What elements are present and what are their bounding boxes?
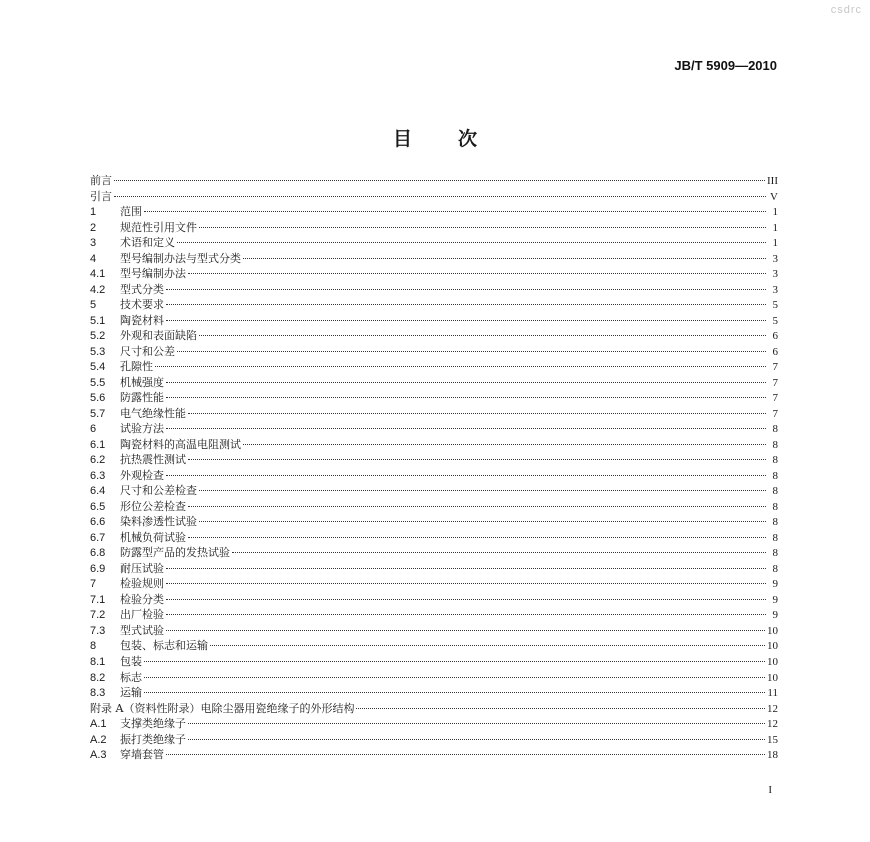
toc-dot-leader [155, 366, 766, 367]
toc-entry[interactable] [90, 204, 778, 220]
toc-entry-page: 8 [772, 438, 778, 451]
toc-entry-title: 电气绝缘性能 [120, 406, 186, 420]
toc-entry-title: 机械负荷试验 [120, 530, 186, 544]
toc-entry-number: 7.3 [90, 624, 106, 637]
toc-entry-page: 6 [772, 345, 778, 358]
toc-dot-leader [166, 382, 766, 383]
toc-entry[interactable] [90, 189, 778, 205]
toc-entry-title: 附录 A（资料性附录）电除尘器用瓷绝缘子的外形结构 [90, 701, 355, 715]
toc-dot-leader [144, 211, 766, 212]
toc-dot-leader [166, 599, 766, 600]
toc-entry[interactable] [90, 452, 778, 468]
page-title: 目次 [392, 128, 523, 150]
toc-entry-number: 4.1 [90, 268, 106, 281]
toc-entry-page: 8 [772, 485, 778, 498]
toc-entry-page: 12 [767, 718, 778, 731]
toc-entry[interactable] [90, 375, 778, 391]
toc-dot-leader [243, 258, 766, 259]
toc-entry[interactable] [90, 468, 778, 484]
toc-dot-leader [356, 708, 765, 709]
toc-entry[interactable] [90, 499, 778, 515]
toc-entry-number: 5 [90, 299, 97, 312]
toc-entry-title: 标志 [120, 670, 142, 684]
toc-dot-leader [188, 537, 766, 538]
toc-entry[interactable] [90, 421, 778, 437]
toc-entry-page: 7 [772, 392, 778, 405]
toc-entry-title: 机械强度 [120, 375, 164, 389]
toc-entry[interactable] [90, 701, 778, 717]
toc-entry-title: 型式试验 [120, 623, 164, 637]
toc-entry-page: 9 [772, 609, 778, 622]
toc-entry[interactable] [90, 685, 778, 701]
toc-entry-title: 耐压试验 [120, 561, 164, 575]
page-number: I [768, 784, 772, 796]
toc-entry-number: 4 [90, 252, 97, 265]
toc-dot-leader [166, 428, 766, 429]
toc-entry-page: 10 [767, 624, 778, 637]
toc-entry-page: 15 [767, 733, 778, 746]
toc-entry[interactable] [90, 607, 778, 623]
toc-entry[interactable] [90, 638, 778, 654]
toc-dot-leader [114, 196, 766, 197]
toc-dot-leader [188, 273, 766, 274]
toc-entry-number: 1 [90, 206, 97, 219]
toc-dot-leader [188, 723, 765, 724]
toc-dot-leader [114, 180, 765, 181]
toc-entry-page: 1 [772, 237, 778, 250]
toc-entry[interactable] [90, 328, 778, 344]
toc-entry-title: 型式分类 [120, 282, 164, 296]
toc-entry[interactable] [90, 530, 778, 546]
toc-entry-number: 6.4 [90, 485, 106, 498]
toc-entry-page: 8 [772, 454, 778, 467]
toc-entry-title: 尺寸和公差检查 [120, 484, 197, 498]
toc-dot-leader [232, 552, 766, 553]
toc-entry[interactable] [90, 313, 778, 329]
toc-entry-number: 6.5 [90, 500, 106, 513]
toc-entry[interactable] [90, 483, 778, 499]
toc-entry-number: 5.5 [90, 376, 106, 389]
toc-entry-number: 5.3 [90, 345, 106, 358]
toc-entry[interactable] [90, 297, 778, 313]
toc-dot-leader [144, 692, 765, 693]
toc-entry-number: 5.2 [90, 330, 106, 343]
toc-entry-number: A.3 [90, 749, 107, 762]
toc-entry-title: 防露型产品的发热试验 [120, 546, 230, 560]
toc-dot-leader [166, 320, 766, 321]
toc-entry-title: 试验方法 [120, 422, 164, 436]
toc-entry-number: 6.8 [90, 547, 106, 560]
toc-entry[interactable] [90, 623, 778, 639]
toc-entry-title: 支撑类绝缘子 [120, 717, 186, 731]
toc-entry[interactable] [90, 390, 778, 406]
toc-entry-page: 10 [767, 640, 778, 653]
toc-entry-number: 8.3 [90, 687, 106, 700]
toc-entry-number: 5.7 [90, 407, 106, 420]
toc-entry-number: 7.1 [90, 593, 106, 606]
toc-dot-leader [243, 444, 766, 445]
toc-entry-page: 8 [772, 469, 778, 482]
toc-dot-leader [177, 351, 766, 352]
standard-number: JB/T 5909—2010 [674, 58, 777, 73]
toc-entry[interactable] [90, 592, 778, 608]
toc-entry-page: 8 [772, 547, 778, 560]
toc-entry-title: 穿墙套管 [120, 748, 164, 762]
toc-entry-number: A.2 [90, 733, 107, 746]
toc-entry-title: 染料渗透性试验 [120, 515, 197, 529]
toc-entry-number: 6.1 [90, 438, 106, 451]
toc-entry[interactable] [90, 670, 778, 686]
toc-dot-leader [166, 304, 766, 305]
toc-entry-page: 8 [772, 423, 778, 436]
toc-entry-title: 运输 [120, 686, 142, 700]
toc-entry-page: 8 [772, 500, 778, 513]
toc-entry-number: 6.7 [90, 531, 106, 544]
toc-entry-page: 11 [767, 687, 778, 700]
toc-entry-number: 6.9 [90, 562, 106, 575]
toc-entry-page: 1 [772, 221, 778, 234]
toc-entry[interactable] [90, 747, 778, 763]
toc-dot-leader [199, 335, 766, 336]
toc-entry-number: 5.1 [90, 314, 106, 327]
toc-entry-number: 6.6 [90, 516, 106, 529]
toc-entry-page: 7 [772, 407, 778, 420]
toc-dot-leader [199, 227, 766, 228]
toc-entry[interactable] [90, 514, 778, 530]
toc-entry-title: 振打类绝缘子 [120, 732, 186, 746]
toc-entry-number: 6.3 [90, 469, 106, 482]
toc-entry-page: 7 [772, 361, 778, 374]
toc-dot-leader [166, 754, 765, 755]
toc-entry-number: 8.2 [90, 671, 106, 684]
toc-dot-leader [188, 413, 766, 414]
toc-dot-leader [188, 506, 766, 507]
toc-entry-number: A.1 [90, 718, 107, 731]
toc-entry[interactable] [90, 437, 778, 453]
toc-dot-leader [166, 583, 766, 584]
toc-entry[interactable] [90, 251, 778, 267]
toc-dot-leader [199, 490, 766, 491]
toc-entry[interactable] [90, 220, 778, 236]
toc-entry-title: 外观检查 [120, 468, 164, 482]
toc-entry-title: 外观和表面缺陷 [120, 329, 197, 343]
toc-entry-title: 形位公差检查 [120, 499, 186, 513]
toc-dot-leader [188, 459, 766, 460]
toc-entry-number: 2 [90, 221, 97, 234]
toc-entry-page: 8 [772, 516, 778, 529]
toc-entry-title: 尺寸和公差 [120, 344, 175, 358]
toc-entry-title: 陶瓷材料的高温电阻测试 [120, 437, 241, 451]
toc-entry[interactable] [90, 545, 778, 561]
toc-dot-leader [144, 677, 765, 678]
toc-dot-leader [166, 630, 765, 631]
toc-entry-page: 6 [772, 330, 778, 343]
toc-entry-title: 抗热震性测试 [120, 453, 186, 467]
toc-entry-page: III [767, 175, 778, 187]
toc-entry-title: 术语和定义 [120, 236, 175, 250]
toc-entry-title: 范围 [120, 205, 142, 219]
toc-entry-title: 型号编制办法 [120, 267, 186, 281]
toc-dot-leader [166, 568, 766, 569]
table-of-contents [90, 173, 778, 763]
toc-entry[interactable] [90, 654, 778, 670]
toc-entry-title: 检验规则 [120, 577, 164, 591]
toc-entry-page: 8 [772, 531, 778, 544]
toc-entry-number: 8 [90, 640, 97, 653]
toc-entry-page: 9 [772, 593, 778, 606]
toc-entry-page: 5 [772, 314, 778, 327]
toc-dot-leader [166, 289, 766, 290]
toc-entry-page: V [770, 190, 778, 203]
toc-entry-number: 3 [90, 237, 97, 250]
toc-entry-number: 8.1 [90, 655, 106, 668]
toc-entry[interactable] [90, 561, 778, 577]
toc-entry-number: 7 [90, 578, 97, 591]
toc-entry-page: 1 [772, 206, 778, 219]
toc-dot-leader [166, 614, 766, 615]
toc-entry-title: 技术要求 [120, 298, 164, 312]
toc-entry-page: 8 [772, 562, 778, 575]
toc-entry-page: 18 [767, 749, 778, 762]
toc-entry-title: 前言 [90, 174, 112, 187]
toc-entry-page: 10 [767, 671, 778, 684]
toc-entry[interactable] [90, 406, 778, 422]
toc-entry-title: 规范性引用文件 [120, 220, 197, 234]
toc-entry[interactable] [90, 359, 778, 375]
toc-dot-leader [166, 475, 766, 476]
toc-entry-title: 防露性能 [120, 391, 164, 405]
toc-entry-title: 包装、标志和运输 [120, 639, 208, 653]
toc-entry-page: 5 [772, 299, 778, 312]
watermark-text: csdrc [830, 4, 862, 16]
toc-entry-title: 引言 [90, 189, 112, 203]
toc-entry-page: 9 [772, 578, 778, 591]
toc-entry[interactable] [90, 344, 778, 360]
toc-entry-title: 孔隙性 [120, 360, 153, 374]
toc-dot-leader [210, 645, 765, 646]
toc-entry-number: 4.2 [90, 283, 106, 296]
toc-entry-number: 5.6 [90, 392, 106, 405]
toc-entry-number: 6 [90, 423, 97, 436]
toc-entry-title: 检验分类 [120, 592, 164, 606]
toc-entry[interactable] [90, 266, 778, 282]
toc-entry-page: 3 [772, 268, 778, 281]
toc-entry[interactable] [90, 576, 778, 592]
toc-entry-page: 10 [767, 655, 778, 668]
toc-entry-title: 陶瓷材料 [120, 313, 164, 327]
toc-entry-page: 7 [772, 376, 778, 389]
toc-dot-leader [144, 661, 765, 662]
toc-entry-page: 12 [767, 702, 778, 715]
toc-dot-leader [199, 521, 766, 522]
toc-dot-leader [166, 397, 766, 398]
toc-entry[interactable] [90, 716, 778, 732]
toc-entry-page: 3 [772, 252, 778, 265]
toc-entry-page: 3 [772, 283, 778, 296]
toc-entry-title: 出厂检验 [120, 608, 164, 622]
toc-entry[interactable] [90, 235, 778, 251]
toc-entry[interactable] [90, 282, 778, 298]
toc-entry-title: 包装 [120, 654, 142, 668]
toc-entry-number: 7.2 [90, 609, 106, 622]
toc-dot-leader [188, 739, 765, 740]
toc-entry[interactable] [90, 173, 778, 189]
toc-entry-number: 5.4 [90, 361, 106, 374]
toc-entry[interactable] [90, 732, 778, 748]
toc-entry-number: 6.2 [90, 454, 106, 467]
toc-dot-leader [177, 242, 766, 243]
toc-entry-title: 型号编制办法与型式分类 [120, 251, 241, 265]
